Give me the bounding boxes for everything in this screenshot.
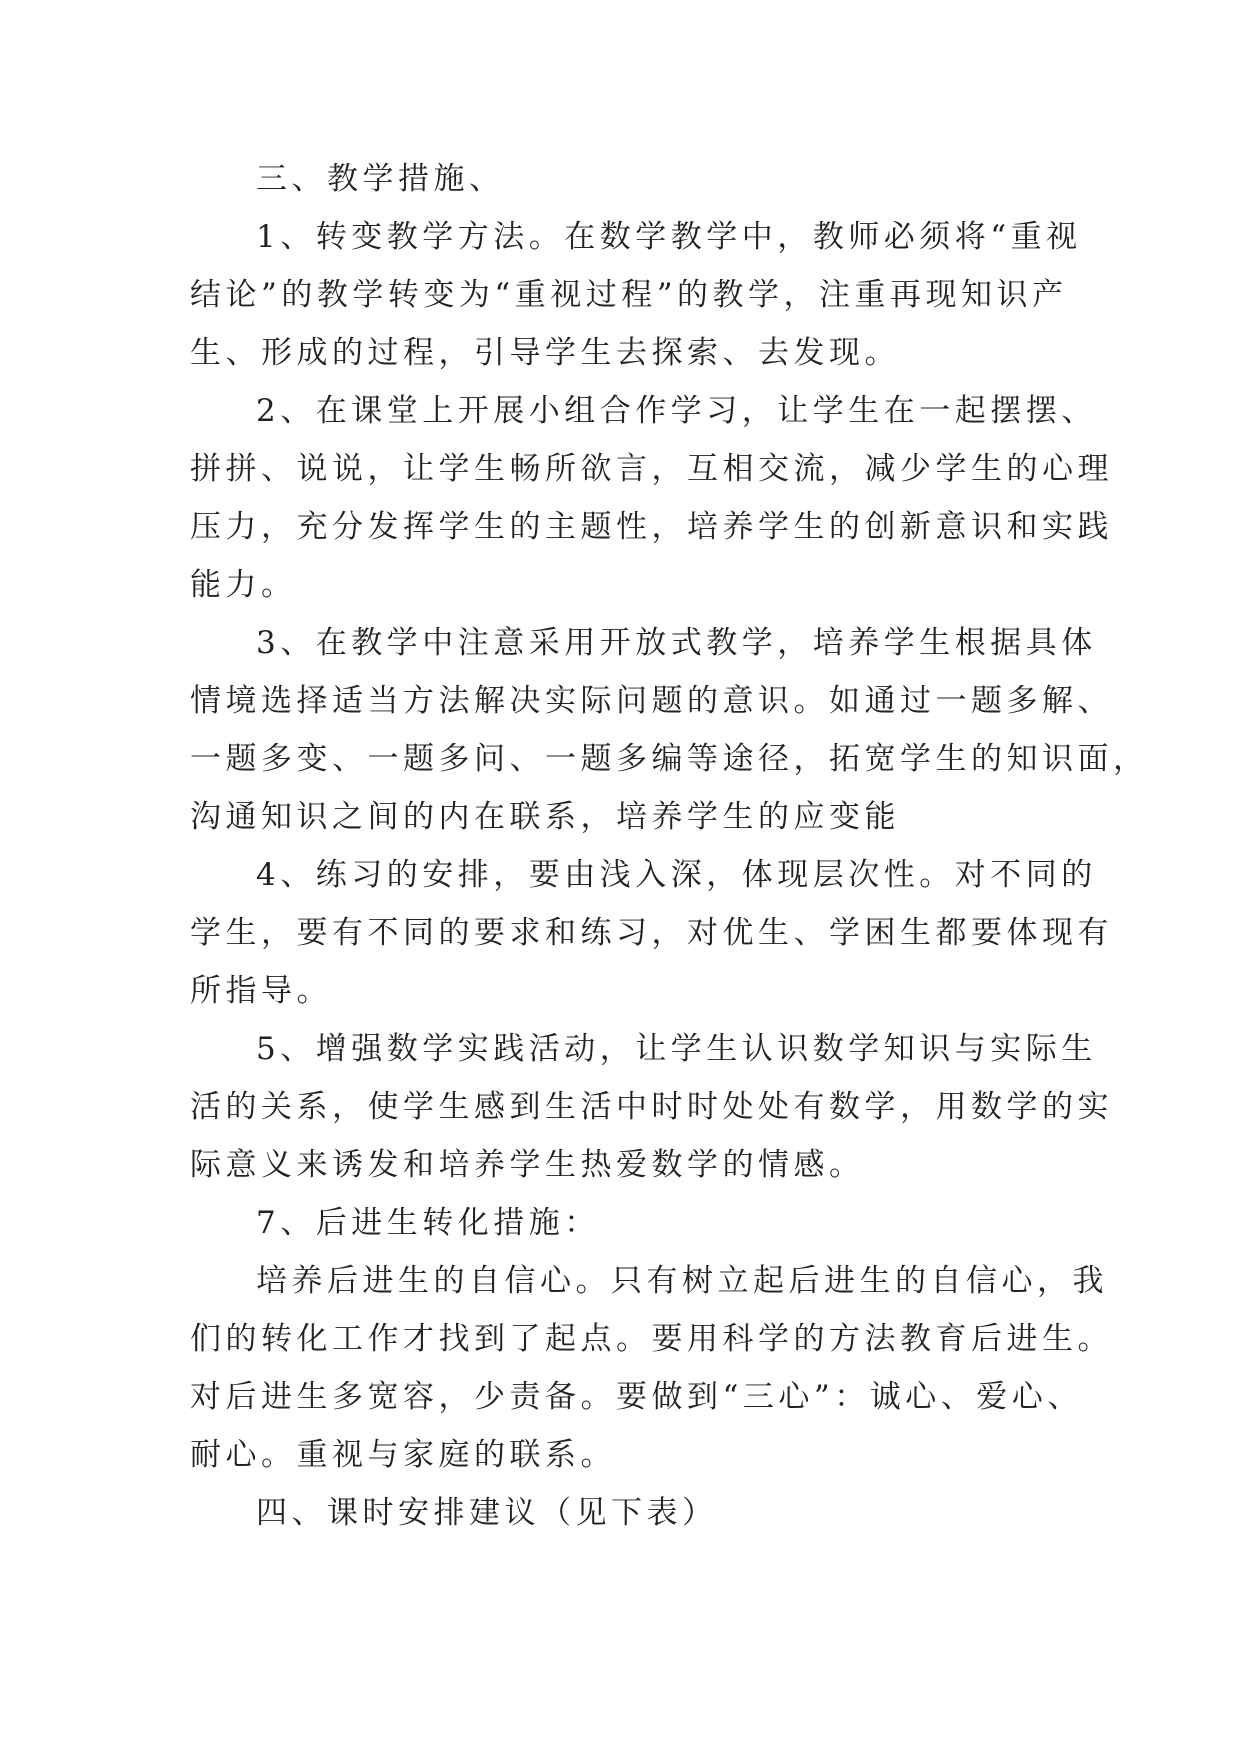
- text-line: 7、后进生转化措施：: [256, 1205, 600, 1241]
- paragraph-measure-7-heading: [190, 1194, 1060, 1252]
- text-line: 能力。: [190, 567, 297, 603]
- paragraph-measure-5: [190, 1020, 1113, 1194]
- section-heading-schedule: [190, 1484, 1060, 1542]
- text-line: 对后进生多宽容，少责备。要做到“三心”：诚心、爱心、: [190, 1379, 1083, 1415]
- text-line: 结论”的教学转变为“重视过程”的教学，注重再现知识产: [190, 277, 1068, 313]
- text-line: 们的转化工作才找到了起点。要用科学的方法教育后进生。: [190, 1321, 1113, 1357]
- text-line: 所指导。: [190, 973, 332, 1009]
- text-line: 活的关系，使学生感到生活中时时处处有数学，用数学的实: [190, 1089, 1113, 1125]
- paragraph-measure-3: [190, 614, 1149, 846]
- text-line: 2、在课堂上开展小组合作学习，让学生在一起摆摆、: [256, 393, 1097, 429]
- text-line: 生、形成的过程，引导学生去探索、去发现。: [190, 335, 900, 371]
- text-line: 四、课时安排建议（见下表）: [256, 1495, 718, 1531]
- text-line: 拼拼、说说，让学生畅所欲言，互相交流，减少学生的心理: [190, 451, 1113, 487]
- section-heading-teaching-measures: [190, 150, 1060, 208]
- text-line: 1、转变教学方法。在数学教学中，教师必须将“重视: [256, 219, 1082, 255]
- paragraph-measure-2: [190, 382, 1113, 614]
- text-line: 耐心。重视与家庭的联系。: [190, 1437, 616, 1473]
- text-line: 沟通知识之间的内在联系，培养学生的应变能: [190, 799, 900, 835]
- text-line: 三、教学措施、: [256, 161, 505, 197]
- paragraph-struggling-students: [190, 1252, 1113, 1484]
- text-line: 情境选择适当方法解决实际问题的意识。如通过一题多解、: [190, 683, 1113, 719]
- text-line: 3、在教学中注意采用开放式教学，培养学生根据具体: [256, 625, 1097, 661]
- document-body: [190, 150, 1149, 1542]
- text-line: 际意义来诱发和培养学生热爱数学的情感。: [190, 1147, 865, 1183]
- paragraph-measure-4: [190, 846, 1113, 1020]
- text-line: 培养后进生的自信心。只有树立起后进生的自信心，我: [256, 1263, 1108, 1299]
- text-line: 4、练习的安排，要由浅入深，体现层次性。对不同的: [256, 857, 1097, 893]
- text-line: 学生，要有不同的要求和练习，对优生、学困生都要体现有: [190, 915, 1113, 951]
- text-line: 一题多变、一题多问、一题多编等途径，拓宽学生的知识面，: [190, 741, 1149, 777]
- paragraph-measure-1: [190, 208, 1082, 382]
- text-line: 5、增强数学实践活动，让学生认识数学知识与实际生: [256, 1031, 1097, 1067]
- text-line: 压力，充分发挥学生的主题性，培养学生的创新意识和实践: [190, 509, 1113, 545]
